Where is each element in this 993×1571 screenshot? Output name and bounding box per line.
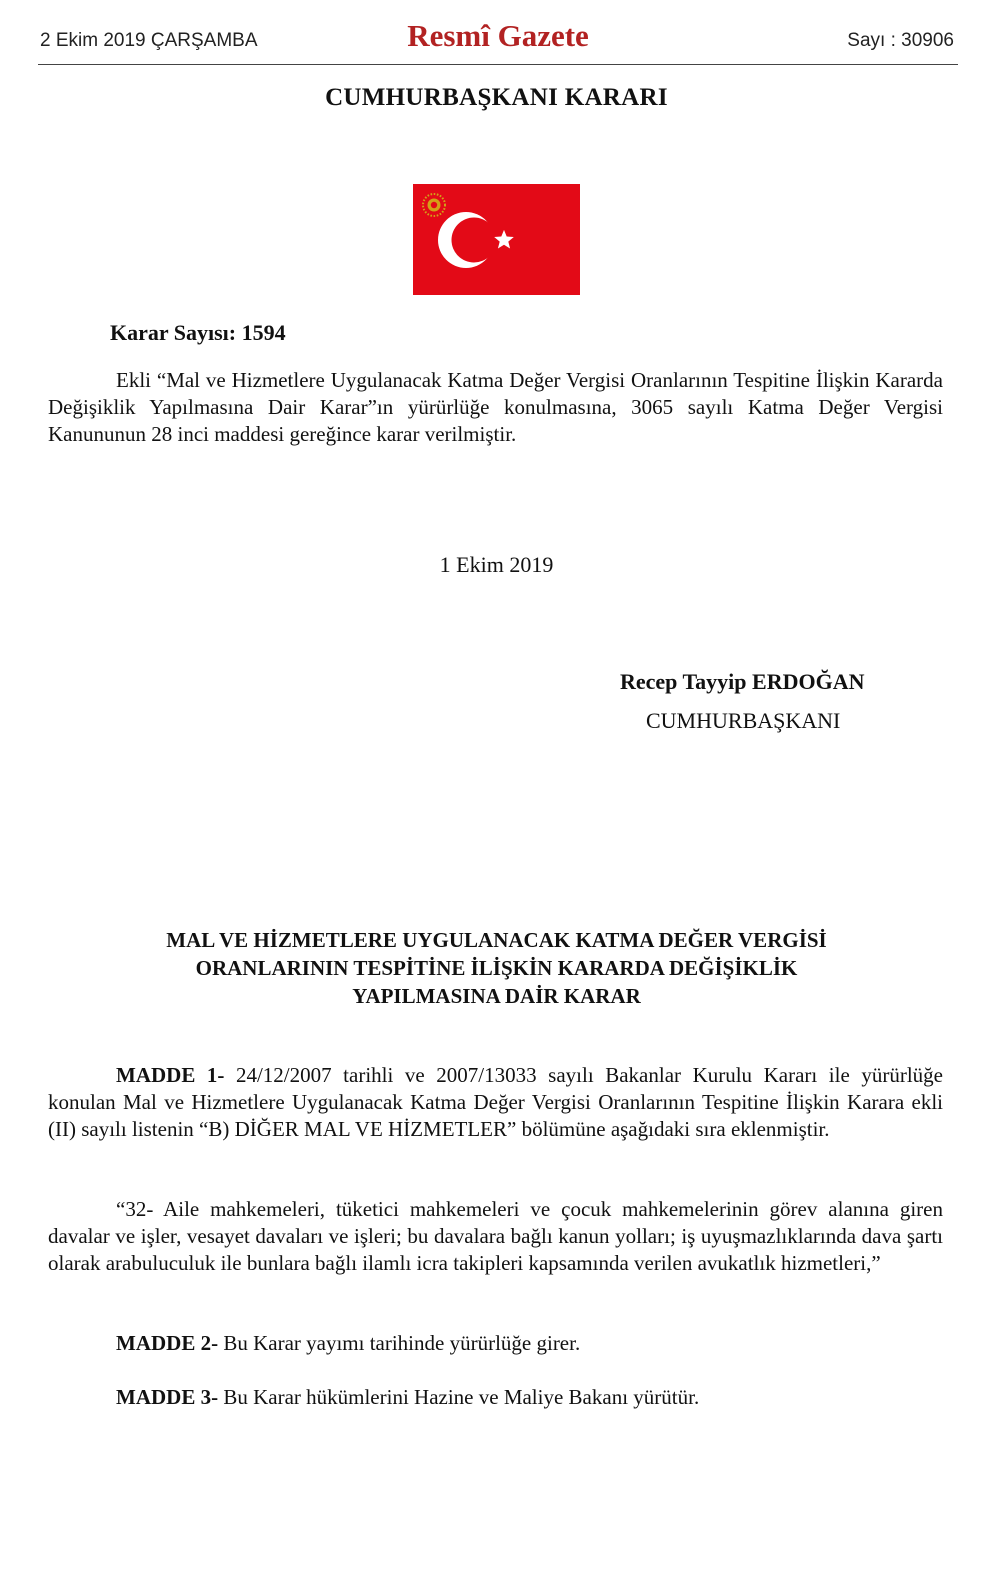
- decision-number: Karar Sayısı: 1594: [110, 320, 286, 345]
- annex-title-line: YAPILMASINA DAİR KARAR: [352, 984, 641, 1008]
- article-text: Bu Karar yayımı tarihinde yürürlüğe girer.: [218, 1331, 581, 1355]
- article-1: [48, 1062, 943, 1143]
- annex-title-line: ORANLARININ TESPİTİNE İLİŞKİN KARARDA DEĞİŞİKLİK: [195, 956, 798, 980]
- article-2: [48, 1330, 943, 1357]
- gazette-name: Resmî Gazete: [407, 18, 589, 53]
- article-text: Bu Karar hükümlerini Hazine ve Maliye Bakanı yürütür.: [218, 1385, 700, 1409]
- article-text: 24/12/2007 tarihli ve 2007/13033 sayılı Bakanlar Kurulu Kararı ile yürürlüğe konulan Mal ve Hizmetlere Uygulanacak Katma Değer Vergisi Oranlarının Tespitine İlişkin Karara ekli (II) sayılı listenin “B) DİĞER MAL VE HİZMETLER” bölümüne aşağıdaki sıra eklenmiştir.: [48, 1063, 943, 1141]
- intro-paragraph: Ekli “Mal ve Hizmetlere Uygulanacak Katma Değer Vergisi Oranlarının Tespitine İlişkin Kararda Değişiklik Yapılmasına Dair Karar”ın yürürlüğe konulmasına, 3065 sayılı Katma Değer Vergisi Kanununun 28 inci maddesi gereğince karar verilmiştir.: [48, 368, 943, 446]
- annex-title: [0, 926, 993, 1010]
- issue-number: Sayı : 30906: [847, 30, 954, 51]
- decision-date: 1 Ekim 2019: [439, 552, 554, 577]
- annex-title-line: MAL VE HİZMETLERE UYGULANACAK KATMA DEĞER VERGİSİ: [166, 928, 827, 952]
- article-label: MADDE 1-: [116, 1063, 225, 1087]
- signer-name: Recep Tayyip ERDOĞAN: [620, 669, 865, 694]
- article-label: MADDE 3-: [116, 1385, 219, 1409]
- gazette-header: [38, 18, 958, 65]
- article-3: [48, 1384, 943, 1411]
- signer-title: CUMHURBAŞKANI: [646, 708, 841, 733]
- issue-date: 2 Ekim 2019 ÇARŞAMBA: [40, 30, 258, 51]
- document-title: CUMHURBAŞKANI KARARI: [325, 84, 668, 111]
- article-text: “32- Aile mahkemeleri, tüketici mahkemeleri ve çocuk mahkemelerinin görev alanına giren davalar ve işler, vesayet davaları ve işleri; bu davalara bağlı kanun yolları; iş uyuşmazlıklarında dava şartı olarak arabuluculuk ile bunlara bağlı ilamlı icra takipleri kapsamında verilen avukatlık hizmetleri,”: [48, 1197, 943, 1275]
- article-1-addition: [48, 1196, 943, 1277]
- turkish-flag-icon: [413, 184, 580, 295]
- article-label: MADDE 2-: [116, 1331, 219, 1355]
